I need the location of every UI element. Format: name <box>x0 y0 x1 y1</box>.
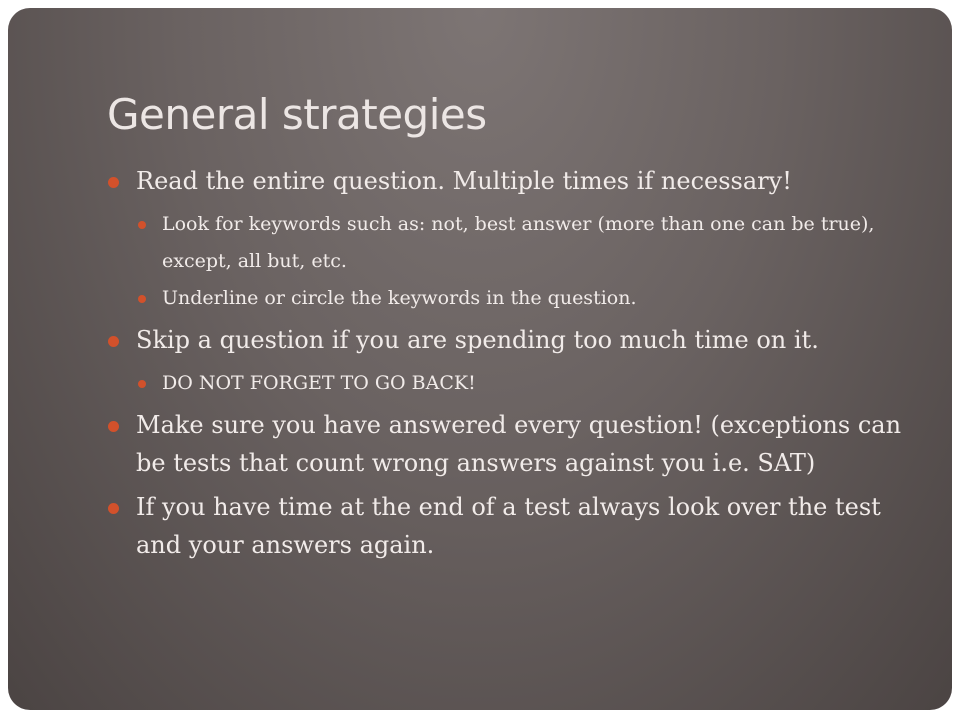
bullet-dot-icon <box>138 380 146 388</box>
bullet-item <box>106 406 906 482</box>
bullet-item <box>106 162 906 200</box>
bullet-list <box>106 162 906 564</box>
bullet-item <box>106 321 906 359</box>
bullet-text: Skip a question if you are spending too much time on it. <box>136 326 819 354</box>
slide-title: General strategies <box>107 90 487 139</box>
sub-bullet-text: DO NOT FORGET TO GO BACK! <box>162 372 476 394</box>
bullet-item <box>106 488 906 564</box>
sub-bullet-item <box>134 280 906 317</box>
bullet-text: Read the entire question. Multiple times if necessary! <box>136 167 792 195</box>
bullet-dot-icon <box>138 295 146 303</box>
slide-content <box>106 162 906 570</box>
sub-bullet-item <box>134 365 906 402</box>
bullet-dot-icon <box>108 336 119 347</box>
bullet-dot-icon <box>108 177 119 188</box>
sub-bullet-item <box>134 206 906 280</box>
slide <box>8 8 952 710</box>
sub-bullet-list <box>134 365 906 402</box>
sub-bullet-text: Look for keywords such as: not, best answer (more than one can be true), except, all but, etc. <box>162 213 875 272</box>
bullet-dot-icon <box>108 421 119 432</box>
bullet-dot-icon <box>108 503 119 514</box>
bullet-dot-icon <box>138 221 146 229</box>
sub-bullet-list <box>134 206 906 317</box>
sub-bullet-text: Underline or circle the keywords in the question. <box>162 287 637 309</box>
bullet-text: Make sure you have answered every question! (exceptions can be tests that count wrong answers against you i.e. SAT) <box>136 411 902 477</box>
bullet-text: If you have time at the end of a test always look over the test and your answers again. <box>136 493 881 559</box>
